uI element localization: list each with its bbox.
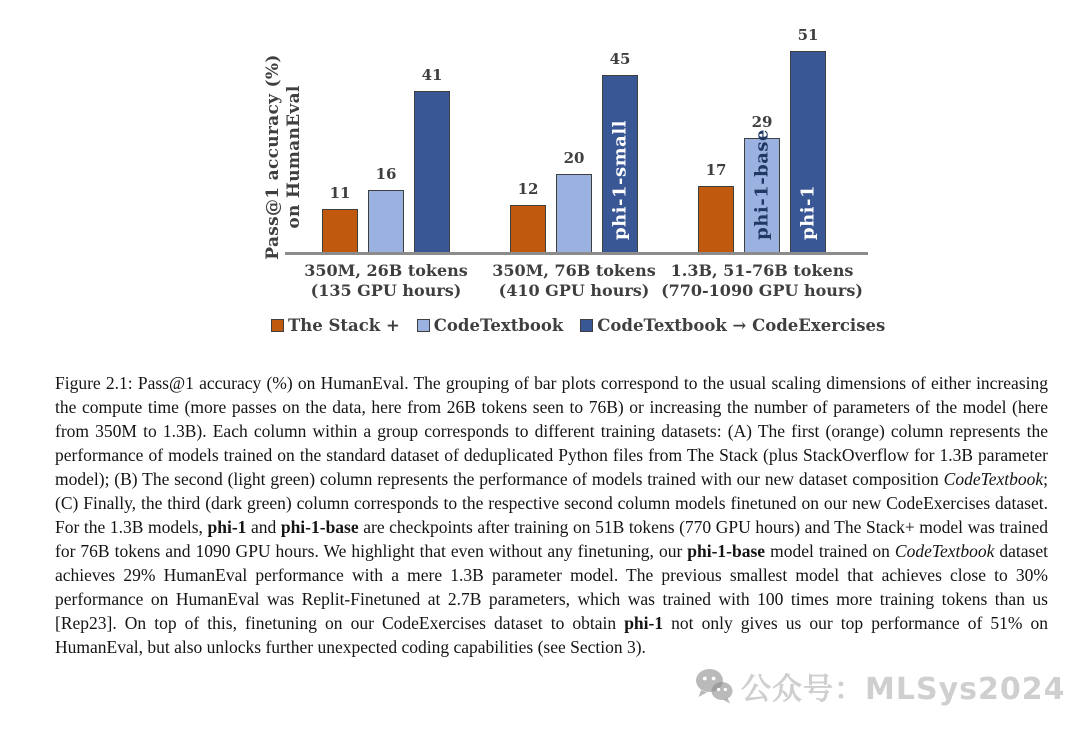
bar-value-label: 11 (329, 184, 351, 202)
bar-group3-the-stack (698, 186, 734, 253)
bar-group2-codetextbook (556, 174, 592, 253)
caption-segment: dataset achieves 29% HumanEval performance with a mere 1.3B parameter model. The previous smallest model that achieves close to 30% performance on HumanEval was Replit-Finetuned at 2.7B parameters, which was trained with 100 times more training tokens than us [Rep23]. On top of this, finetuning on our CodeExercises dataset to obtain (55, 541, 1048, 633)
bar-value-label: 41 (421, 66, 443, 84)
caption-segment: Figure 2.1: Pass@1 accuracy (%) on HumanEval. The grouping of bar plots correspond to the usual scaling dimensions of either increasing the compute time (more passes on the data, here from 26B tokens seen to 76B) or increasing the number of parameters of the model (here from 350M to 1.3B). Each column within a group corresponds to different training datasets: (A) The first (orange) column represents the performance of models trained on the standard dataset of deduplicated Python files from The Stack (plus StackOverflow for 1.3B parameter model); (B) The second (light green) column represents the performance of models trained with our new dataset composition (55, 373, 1048, 489)
bar-group3-codetextbook (744, 129, 780, 253)
caption-segment: phi-1-base (687, 541, 766, 561)
group-label-3 (652, 261, 872, 301)
group-label-line: 350M, 26B tokens (304, 261, 468, 280)
y-axis-label-line1: Pass@1 accuracy (%) (263, 54, 283, 260)
bar-inner-label-phi-1-small: phi-1-small (609, 120, 631, 240)
chart-legend (271, 316, 885, 335)
bar-value-label: 45 (609, 50, 631, 68)
bar-group2-codeexercises (602, 75, 638, 253)
bar-group3-codeexercises (790, 51, 826, 253)
bar-value-label: 51 (797, 26, 819, 44)
legend-label: CodeTextbook (433, 316, 564, 335)
watermark (694, 664, 1065, 708)
wechat-icon (694, 666, 734, 706)
caption-segment: phi-1-base (280, 517, 359, 537)
legend-label: The Stack + (288, 316, 400, 335)
group-label-line: (770-1090 GPU hours) (661, 281, 863, 300)
bar-group2-the-stack (510, 205, 546, 253)
caption-segment: and (246, 517, 281, 537)
group-label-1 (276, 261, 496, 301)
caption-segment: ; (C) Finally, the third (dark green) column corresponds to the respective second column models finetuned on our new CodeExercises dataset. For the 1.3B models, (55, 469, 1048, 537)
bar-value-label: 17 (705, 161, 727, 179)
bar-value-label: 20 (563, 149, 585, 167)
bar-group1-codeexercises (414, 91, 450, 253)
caption-segment: not only gives us our top performance of 51% on HumanEval, but also unlocks further unexpected coding capabilities (see Section 3). (55, 613, 1049, 657)
group-label-line: (135 GPU hours) (310, 281, 462, 300)
caption-segment: model trained on (765, 541, 895, 561)
caption-segment: CodeTextbook (894, 541, 995, 561)
caption-segment: CodeTextbook (943, 469, 1044, 489)
watermark-text: 公众号：MLSys2024 (741, 672, 1066, 707)
bar-group1-codetextbook (368, 190, 404, 253)
legend-item-the-stack (271, 316, 400, 335)
figure-2-1-chart (0, 0, 1080, 360)
bar-inner-label-phi-1: phi-1 (797, 184, 819, 240)
legend-swatch (271, 319, 284, 332)
bar-group1-the-stack (322, 209, 358, 253)
caption-segment: are checkpoints after training on 51B tokens (770 GPU hours) and The Stack+ model was trained for 76B tokens and 1090 GPU hours. We highlight that even without any finetuning, our (55, 517, 1048, 561)
bar-value-label: 12 (517, 180, 539, 198)
group-label-2 (464, 261, 684, 301)
caption-segment: phi-1 (624, 613, 664, 633)
group-label-line: 350M, 76B tokens (492, 261, 656, 280)
figure-caption (55, 371, 1048, 659)
caption-segment: phi-1 (207, 517, 247, 537)
legend-item-codeexercises (580, 316, 885, 335)
legend-swatch (580, 319, 593, 332)
group-label-line: 1.3B, 51-76B tokens (670, 261, 854, 280)
y-axis-label-line2: on HumanEval (284, 85, 304, 229)
x-axis-line (285, 252, 868, 255)
legend-label: CodeTextbook → CodeExercises (597, 316, 886, 335)
legend-item-codetextbook (417, 316, 564, 335)
bar-inner-label-phi-1-base: phi-1-base (751, 129, 773, 240)
bar-value-label: 16 (375, 165, 397, 183)
group-label-line: (410 GPU hours) (498, 281, 650, 300)
legend-swatch (417, 319, 430, 332)
bar-value-label: 29 (751, 113, 773, 131)
y-axis-label (263, 47, 307, 267)
